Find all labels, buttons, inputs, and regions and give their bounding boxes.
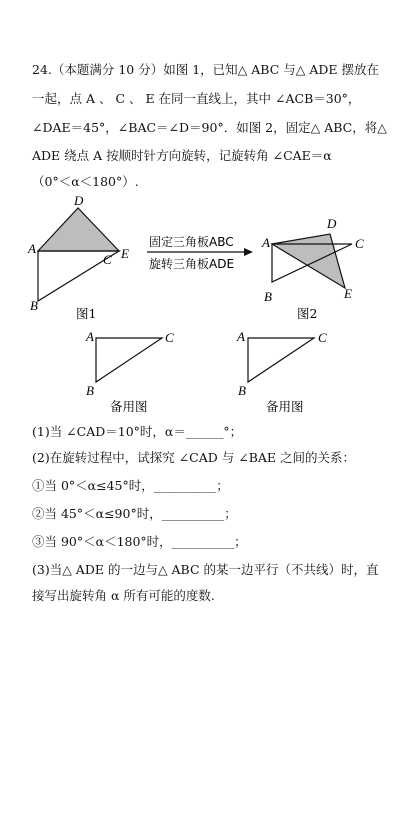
question-2-case-1: ①当 0°＜α≤45°时，__________；	[32, 478, 229, 493]
question-3-line-1: (3)当△ ADE 的一边与△ ABC 的某一边平行（不共线）时，直	[32, 562, 379, 577]
label-c-fig1: C	[103, 252, 112, 267]
label-b-spare2: B	[238, 383, 246, 398]
arrow-top-text: 固定三角板ABC	[149, 235, 234, 249]
caption-spare2: 备用图	[266, 399, 304, 414]
question-3-line-2: 接写出旋转角 α 所有可能的度数.	[32, 588, 215, 603]
rotation-arrow	[147, 234, 253, 271]
label-e-fig2: E	[344, 286, 352, 301]
label-c-spare2: C	[318, 330, 327, 345]
question-2-case-2: ②当 45°＜α≤90°时，__________；	[32, 506, 237, 521]
problem-line-3: ∠DAE＝45°，∠BAC＝∠D＝90°．如图 2，固定△ ABC，将△	[32, 120, 387, 135]
label-d-fig1: D	[74, 193, 84, 208]
triangle-abc-spare1	[96, 338, 162, 382]
spare-figure-2	[236, 329, 327, 414]
label-b-fig2: B	[264, 289, 272, 304]
label-a-fig2: A	[262, 235, 270, 250]
arrow-head-icon	[244, 248, 253, 256]
question-2-case-3: ③当 90°＜α＜180°时，__________；	[32, 534, 247, 549]
label-e-fig1: E	[121, 246, 129, 261]
label-b-spare1: B	[86, 383, 94, 398]
triangle-ade-fig1	[38, 208, 119, 251]
label-c-spare1: C	[165, 330, 174, 345]
label-a-fig1: A	[28, 241, 36, 256]
question-1: (1)当 ∠CAD＝10°时，α＝______°；	[32, 424, 243, 439]
triangle-abc-spare2	[248, 338, 314, 382]
caption-fig2: 图2	[297, 306, 318, 321]
question-2: (2)在旋转过程中，试探究 ∠CAD 与 ∠BAE 之间的关系：	[32, 450, 355, 465]
label-c-fig2: C	[355, 236, 364, 251]
problem-line-5: （0°＜α＜180°）.	[32, 174, 139, 189]
spare-figure-1	[85, 329, 174, 414]
figure-2	[261, 216, 364, 321]
caption-fig1: 图1	[76, 306, 97, 321]
label-a-spare1: A	[86, 329, 94, 344]
problem-line-1: 24.（本题满分 10 分）如图 1，已知△ ABC 与△ ADE 摆放在	[32, 62, 379, 77]
triangle-ade-fig2	[272, 234, 345, 288]
arrow-bottom-text: 旋转三角板ADE	[149, 257, 235, 271]
problem-line-4: ADE 绕点 A 按顺时针方向旋转，记旋转角 ∠CAE＝α	[32, 148, 332, 163]
figure-1	[27, 193, 129, 321]
label-b-fig1: B	[30, 298, 38, 313]
label-d-fig2: D	[327, 216, 337, 231]
caption-spare1: 备用图	[110, 399, 148, 414]
label-a-spare2: A	[237, 329, 245, 344]
problem-line-2: 一起，点 A 、 C 、 E 在同一直线上，其中 ∠ACB＝30°，	[32, 91, 361, 106]
